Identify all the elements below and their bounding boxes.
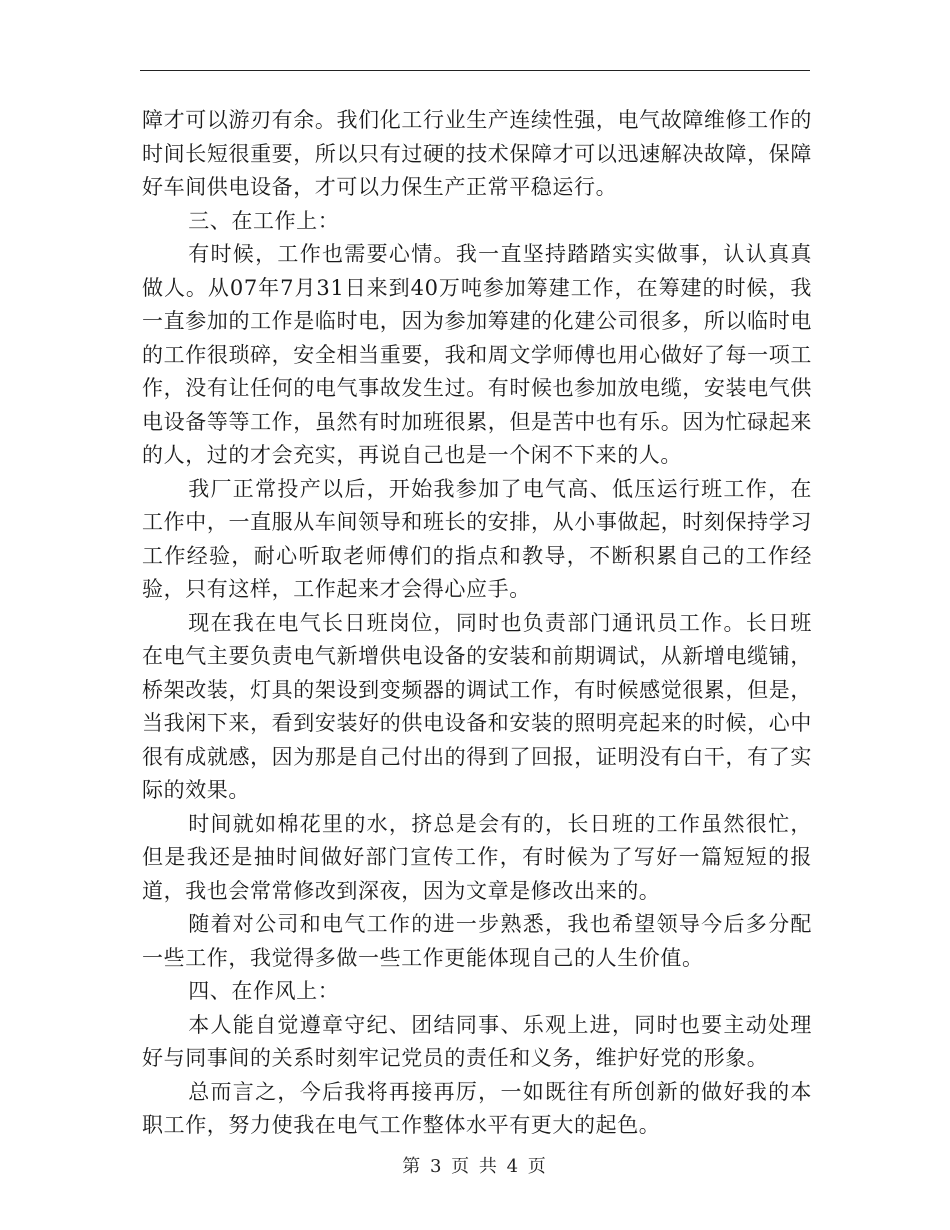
- document-body: [142, 104, 812, 1143]
- paragraph-discipline: 本人能自觉遵章守纪、团结同事、乐观上进，同时也要主动处理好与同事间的关系时刻牢记党员的责任和义务，维护好党的形象。: [142, 1012, 812, 1070]
- section-heading-work: 三、在工作上：: [188, 208, 340, 233]
- paragraph-operation-shift: 我厂正常投产以后，开始我参加了电气高、低压运行班工作，在工作中，一直服从车间领导和班长的安排，从小事做起，时刻保持学习工作经验，耐心听取老师傅们的指点和教导，不断积累自己的工作经验，只有这样，工作起来才会得心应手。: [142, 476, 812, 601]
- paragraph-continuation: 障才可以游刃有余。我们化工行业生产连续性强，电气故障维修工作的时间长短很重要，所以只有过硬的技术保障才可以迅速解决故障，保障好车间供电设备，才可以力保生产正常平稳运行。: [142, 108, 812, 199]
- paragraph-hope: 随着对公司和电气工作的进一步熟悉，我也希望领导今后多分配一些工作，我觉得多做一些工作更能体现自己的人生价值。: [142, 912, 812, 970]
- paragraph-day-shift: 现在我在电气长日班岗位，同时也负责部门通讯员工作。长日班在电气主要负责电气新增供电设备的安装和前期调试，从新增电缆铺，桥架改装，灯具的架设到变频器的调试工作，有时候感觉很累，但是，当我闲下来，看到安装好的供电设备和安装的照明亮起来的时候，心中很有成就感，因为那是自己付出的得到了回报，证明没有白干，有了实际的效果。: [142, 610, 812, 802]
- header-rule: [140, 70, 810, 71]
- paragraph-conclusion: 总而言之，今后我将再接再厉，一如既往有所创新的做好我的本职工作，努力使我在电气工作整体水平有更大的起色。: [142, 1079, 812, 1137]
- paragraph-publicity: 时间就如棉花里的水，挤总是会有的，长日班的工作虽然很忙，但是我还是抽时间做好部门宣传工作，有时候为了写好一篇短短的报道，我也会常常修改到深夜，因为文章是修改出来的。: [142, 811, 812, 903]
- paragraph-work-attitude: 有时候，工作也需要心情。我一直坚持踏踏实实做事，认认真真做人。从07年7月31日来到40万吨参加筹建工作，在筹建的时候，我一直参加的工作是临时电，因为参加筹建的化建公司很多，所以临时电的工作很琐碎，安全相当重要，我和周文学师傅也用心做好了每一项工作，没有让任何的电气事故发生过。有时候也参加放电缆，安装电气供电设备等等工作，虽然有时加班很累，但是苦中也有乐。因为忙碌起来的人，过的才会充实，再说自己也是一个闲不下来的人。: [142, 242, 812, 467]
- section-heading-style: 四、在作风上：: [188, 979, 340, 1003]
- page-number: 第 3 页 共 4 页: [402, 1156, 548, 1177]
